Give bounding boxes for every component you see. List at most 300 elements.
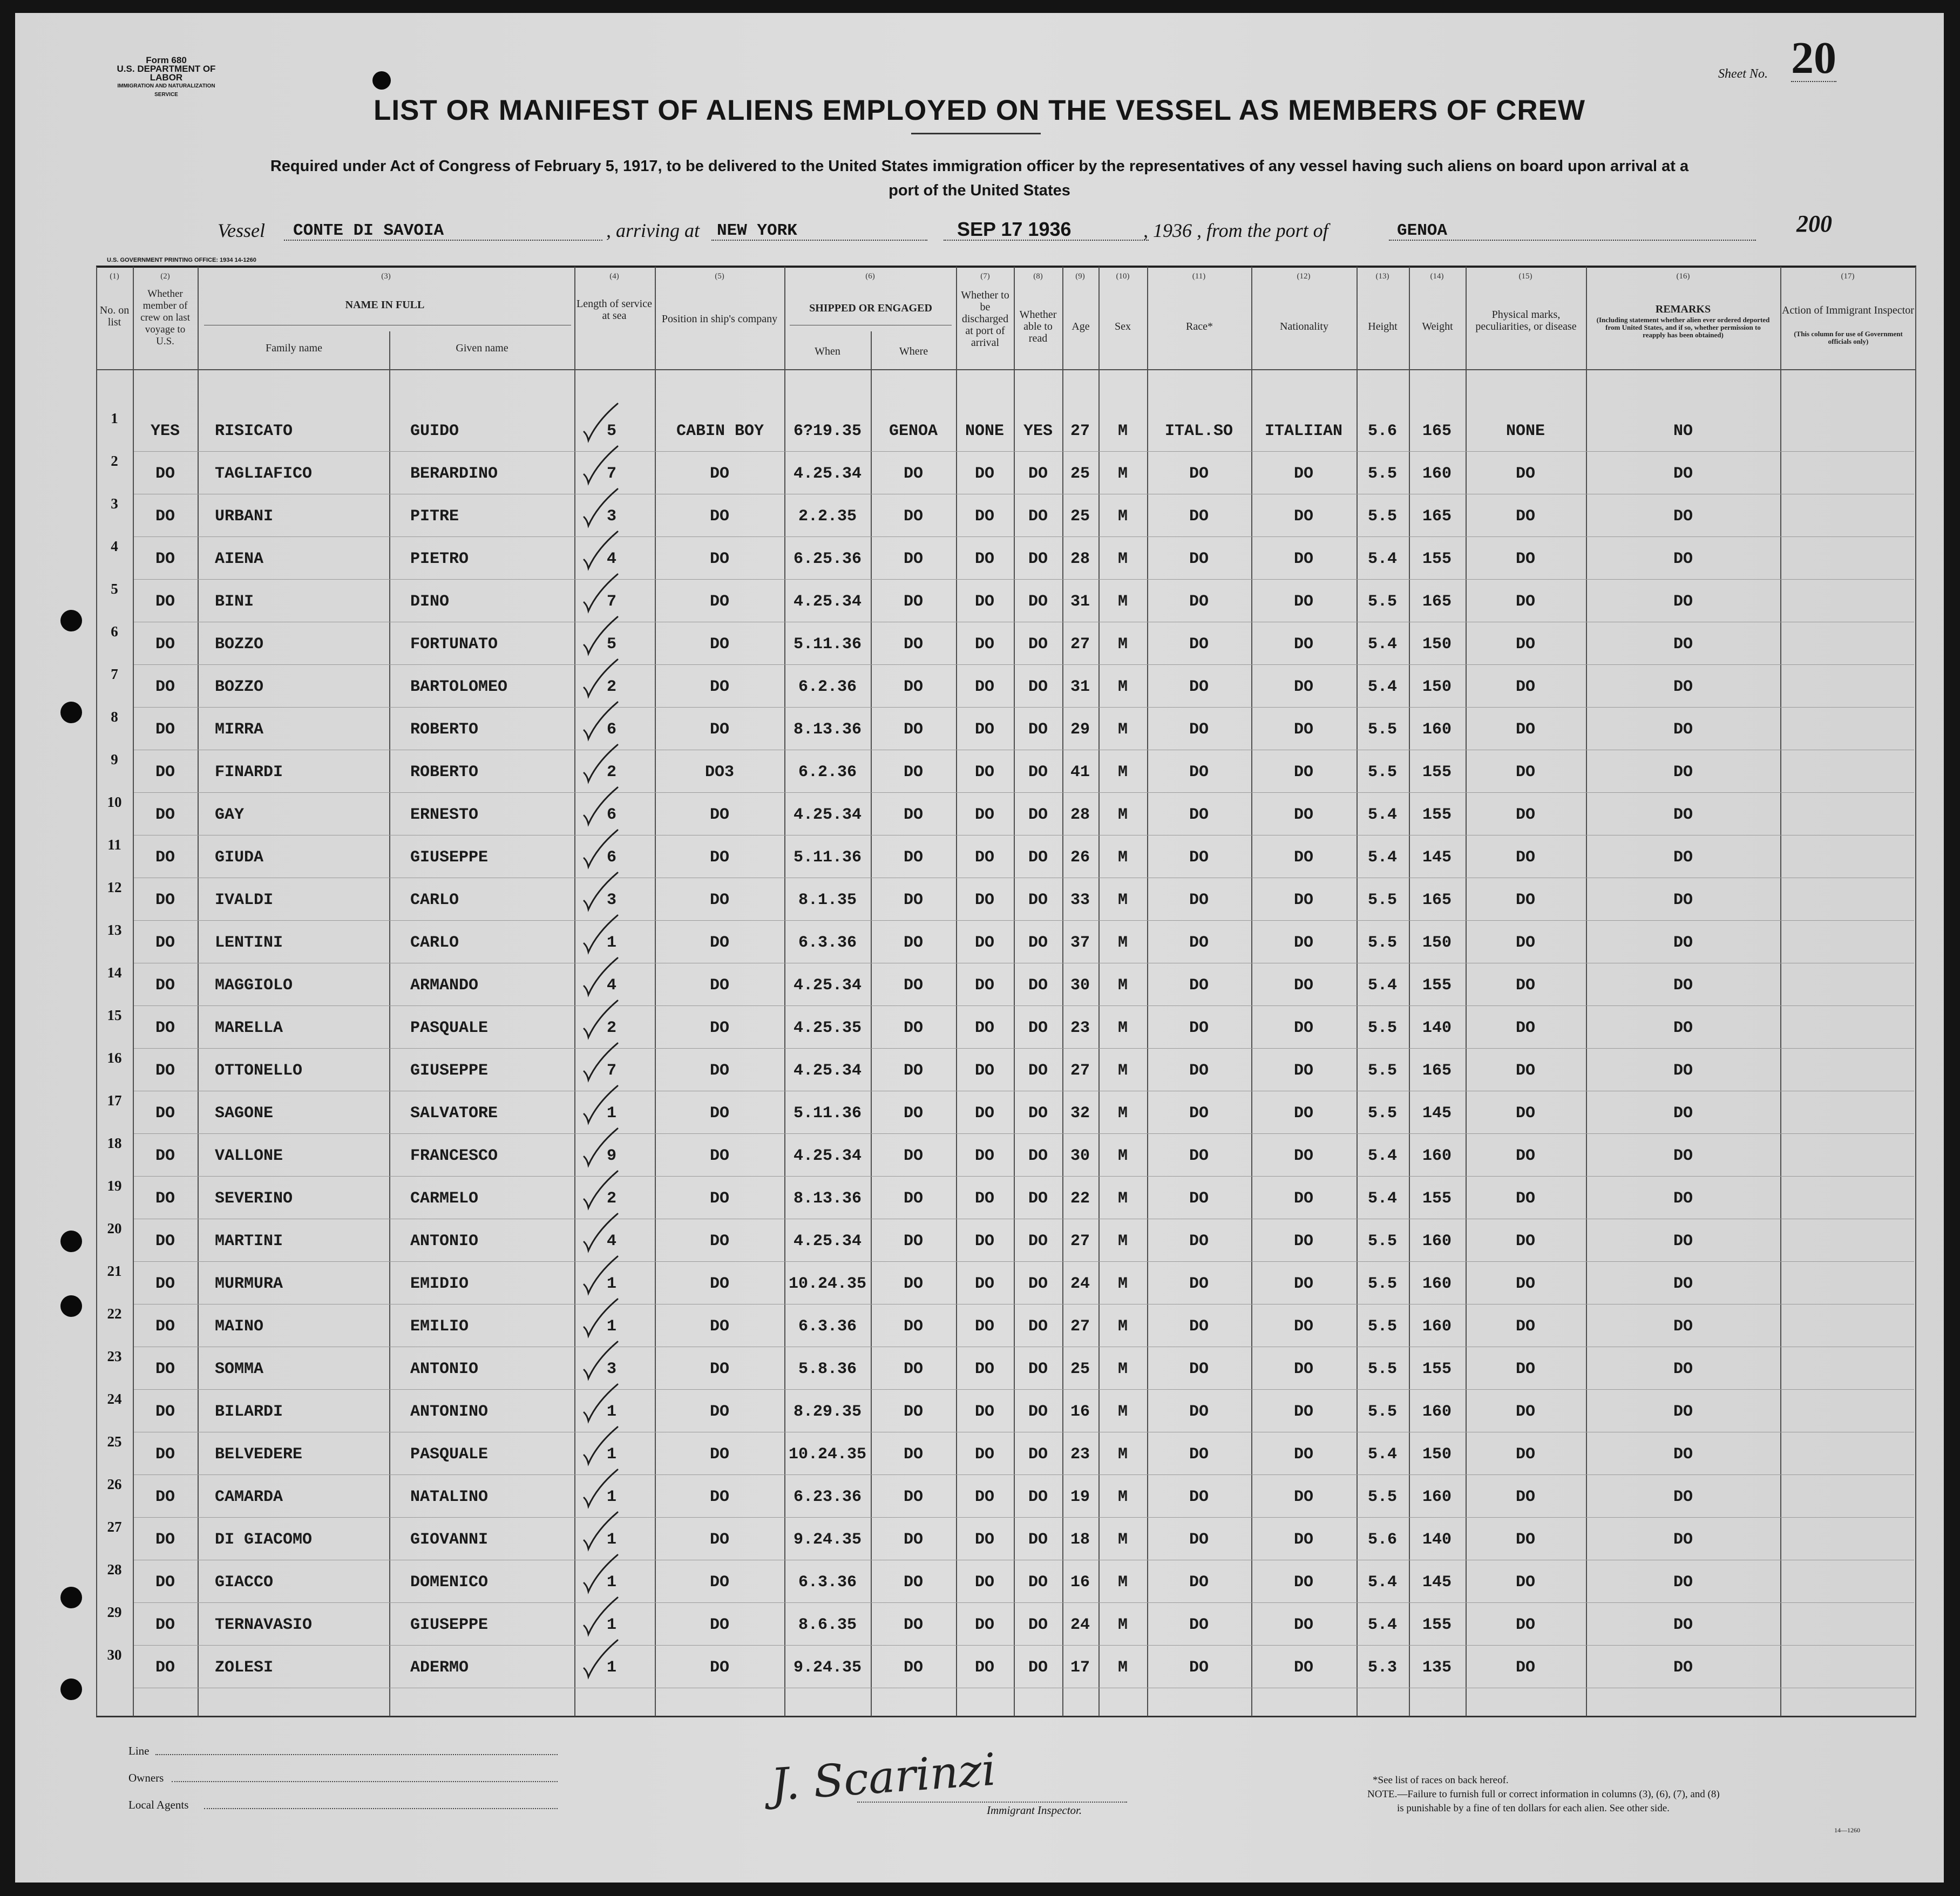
cell-able-to-read: DO: [1028, 1317, 1048, 1336]
cell-physical-marks: DO: [1515, 550, 1535, 568]
cell-family-name: DI GIACOMO: [215, 1531, 313, 1549]
cell-crew-last-voyage: DO: [155, 1531, 175, 1549]
cell-weight: 155: [1422, 1616, 1452, 1634]
cell-shipped-where: DO: [903, 848, 923, 867]
cell-shipped-where: DO: [903, 1531, 923, 1549]
cell-list-number: 23: [107, 1348, 122, 1364]
binder-hole: [60, 702, 82, 723]
column-number: (11): [1192, 272, 1206, 281]
cell-given-name: ADERMO: [410, 1659, 469, 1677]
sheet-label: Sheet No.: [1718, 67, 1768, 81]
cell-height: 5.5: [1367, 1403, 1397, 1421]
cell-weight: 160: [1422, 1488, 1452, 1506]
cell-family-name: ZOLESI: [215, 1659, 274, 1677]
cell-shipped-where: DO: [903, 1190, 923, 1208]
check-mark-icon: [575, 1082, 624, 1130]
cell-height: 5.4: [1367, 678, 1397, 696]
cell-crew-last-voyage: DO: [155, 1573, 175, 1592]
cell-remarks: DO: [1673, 1659, 1693, 1677]
cell-remarks: DO: [1673, 721, 1693, 739]
cell-list-number: 25: [107, 1433, 122, 1450]
cell-age: 29: [1070, 721, 1090, 739]
cell-service-years: 7: [606, 593, 616, 611]
cell-given-name: EMILIO: [410, 1317, 469, 1336]
cell-list-number: 7: [111, 666, 118, 682]
cell-weight: 155: [1422, 1190, 1452, 1208]
cell-able-to-read: DO: [1028, 721, 1048, 739]
cell-nationality: DO: [1293, 678, 1313, 696]
cell-remarks: DO: [1673, 1317, 1693, 1336]
cell-list-number: 10: [107, 794, 122, 810]
header-bottom-rule: [96, 369, 1916, 370]
cell-shipped-where: DO: [903, 1659, 923, 1677]
cell-family-name: BOZZO: [215, 635, 264, 654]
cell-sex: M: [1117, 1317, 1128, 1336]
cell-age: 26: [1070, 848, 1090, 867]
arriving-label: , arriving at: [606, 220, 700, 241]
cell-race: DO: [1189, 934, 1209, 952]
cell-service-years: 4: [606, 976, 616, 995]
cell-crew-last-voyage: DO: [155, 934, 175, 952]
cell-remarks: DO: [1673, 1488, 1693, 1506]
cell-sex: M: [1117, 891, 1128, 909]
cell-age: 22: [1070, 1190, 1090, 1208]
cell-crew-last-voyage: DO: [155, 593, 175, 611]
cell-race: DO: [1189, 1317, 1209, 1336]
cell-position: DO: [709, 1232, 729, 1251]
signature-line: [857, 1802, 1127, 1803]
cell-crew-last-voyage: DO: [155, 1275, 175, 1293]
cell-weight: 145: [1422, 848, 1452, 867]
cell-able-to-read: DO: [1028, 763, 1048, 781]
cell-race: DO: [1189, 1232, 1209, 1251]
cell-height: 5.5: [1367, 1232, 1397, 1251]
cell-family-name: SAGONE: [215, 1104, 274, 1123]
cell-discharged: DO: [974, 934, 994, 952]
column-number: (17): [1841, 272, 1855, 281]
cell-position: DO: [709, 1488, 729, 1506]
cell-weight: 160: [1422, 721, 1452, 739]
cell-list-number: 6: [111, 623, 118, 640]
cell-discharged: DO: [974, 1531, 994, 1549]
cell-crew-last-voyage: DO: [155, 635, 175, 654]
cell-height: 5.5: [1367, 465, 1397, 483]
cell-height: 5.5: [1367, 934, 1397, 952]
cell-service-years: 1: [606, 1275, 616, 1293]
cell-family-name: BELVEDERE: [215, 1445, 303, 1464]
col-header-inspector-note: (This column for use of Government officials only): [1794, 330, 1903, 345]
penalty-note-2: is punishable by a fine of ten dollars for each alien. See other side.: [1397, 1803, 1670, 1814]
cell-remarks: DO: [1673, 593, 1693, 611]
cell-given-name: ANTONINO: [410, 1403, 489, 1421]
cell-shipped-where: DO: [903, 1147, 923, 1165]
cell-sex: M: [1117, 550, 1128, 568]
cell-sex: M: [1117, 1531, 1128, 1549]
cell-shipped-when: 6.3.36: [798, 934, 857, 952]
cell-shipped-where: DO: [903, 1488, 923, 1506]
cell-remarks: DO: [1673, 1360, 1693, 1378]
cell-remarks: DO: [1673, 1403, 1693, 1421]
cell-nationality: DO: [1293, 1488, 1313, 1506]
cell-remarks: DO: [1673, 550, 1693, 568]
cell-shipped-when: 4.25.34: [793, 976, 862, 995]
cell-nationality: DO: [1293, 1445, 1313, 1464]
cell-crew-last-voyage: DO: [155, 465, 175, 483]
cell-discharged: DO: [974, 635, 994, 654]
cell-given-name: DINO: [410, 593, 450, 611]
cell-remarks: DO: [1673, 806, 1693, 824]
cell-list-number: 5: [111, 581, 118, 597]
col-header-when: When: [815, 345, 840, 357]
cell-shipped-where: DO: [903, 1019, 923, 1037]
col-header-remarks: REMARKS: [1655, 303, 1711, 315]
col-header-position: Position in ship's company: [661, 313, 778, 325]
cell-remarks: DO: [1673, 507, 1693, 526]
cell-sex: M: [1117, 507, 1128, 526]
cell-sex: M: [1117, 1659, 1128, 1677]
cell-crew-last-voyage: DO: [155, 806, 175, 824]
cell-shipped-where: DO: [903, 1616, 923, 1634]
cell-list-number: 11: [107, 837, 121, 853]
col-header-sex: Sex: [1115, 321, 1131, 332]
cell-age: 27: [1070, 1317, 1090, 1336]
check-mark-icon: [575, 1124, 624, 1173]
cell-weight: 150: [1422, 635, 1452, 654]
row-rule: [134, 707, 1914, 708]
cell-weight: 165: [1422, 891, 1452, 909]
cell-height: 5.5: [1367, 1275, 1397, 1293]
vessel-label: Vessel: [218, 220, 265, 241]
cell-list-number: 19: [107, 1178, 122, 1194]
cell-family-name: IVALDI: [215, 891, 274, 909]
cell-given-name: GIUSEPPE: [410, 848, 489, 867]
cell-race: DO: [1189, 1616, 1209, 1634]
row-rule: [134, 1133, 1914, 1134]
cell-position: DO: [709, 1190, 729, 1208]
row-rule: [134, 1048, 1914, 1049]
cell-weight: 155: [1422, 763, 1452, 781]
cell-family-name: GIUDA: [215, 848, 264, 867]
col-header-race: Race*: [1186, 321, 1213, 332]
cell-remarks: DO: [1673, 1531, 1693, 1549]
cell-discharged: DO: [974, 891, 994, 909]
binder-hole: [60, 1678, 82, 1700]
cell-weight: 150: [1422, 934, 1452, 952]
cell-height: 5.4: [1367, 1190, 1397, 1208]
cell-age: 37: [1070, 934, 1090, 952]
cell-able-to-read: DO: [1028, 1616, 1048, 1634]
cell-nationality: DO: [1293, 1573, 1313, 1592]
cell-family-name: BOZZO: [215, 678, 264, 696]
title-rule: [911, 133, 1041, 134]
cell-nationality: DO: [1293, 763, 1313, 781]
cell-remarks: DO: [1673, 465, 1693, 483]
cell-family-name: URBANI: [215, 507, 274, 526]
check-mark-icon: [575, 1039, 624, 1088]
cell-list-number: 21: [107, 1263, 122, 1279]
cell-race: DO: [1189, 1488, 1209, 1506]
cell-remarks: DO: [1673, 678, 1693, 696]
cell-shipped-when: 8.13.36: [793, 1190, 862, 1208]
cell-shipped-when: 4.25.34: [793, 806, 862, 824]
cell-list-number: 27: [107, 1519, 122, 1535]
cell-sex: M: [1117, 1275, 1128, 1293]
cell-position: DO: [709, 507, 729, 526]
check-mark-icon: [575, 740, 624, 789]
cell-position: DO3: [704, 763, 734, 781]
cell-family-name: MARTINI: [215, 1232, 283, 1251]
column-number: (10): [1116, 272, 1130, 281]
cell-given-name: ANTONIO: [410, 1360, 479, 1378]
cell-shipped-when: 8.1.35: [798, 891, 857, 909]
cell-race: DO: [1189, 848, 1209, 867]
cell-able-to-read: DO: [1028, 1573, 1048, 1592]
cell-race: DO: [1189, 635, 1209, 654]
col-header-nationality: Nationality: [1280, 321, 1328, 332]
cell-shipped-when: 8.6.35: [798, 1616, 857, 1634]
cell-nationality: DO: [1293, 1403, 1313, 1421]
cell-service-years: 5: [606, 422, 616, 440]
cell-sex: M: [1117, 848, 1128, 867]
cell-shipped-when: 4.25.34: [793, 1147, 862, 1165]
cell-shipped-where: DO: [903, 593, 923, 611]
cell-position: DO: [709, 1317, 729, 1336]
cell-service-years: 1: [606, 1659, 616, 1677]
cell-crew-last-voyage: DO: [155, 1659, 175, 1677]
cell-nationality: DO: [1293, 1232, 1313, 1251]
cell-physical-marks: DO: [1515, 1062, 1535, 1080]
cell-list-number: 1: [111, 410, 118, 426]
check-mark-icon: [575, 442, 624, 491]
cell-crew-last-voyage: DO: [155, 1317, 175, 1336]
cell-nationality: DO: [1293, 1659, 1313, 1677]
cell-family-name: CAMARDA: [215, 1488, 283, 1506]
cell-weight: 160: [1422, 1275, 1452, 1293]
col-header-where: Where: [899, 345, 928, 357]
cell-discharged: DO: [974, 721, 994, 739]
cell-height: 5.6: [1367, 422, 1397, 440]
cell-race: DO: [1189, 1275, 1209, 1293]
cell-shipped-where: DO: [903, 763, 923, 781]
cell-height: 5.5: [1367, 1488, 1397, 1506]
cell-position: DO: [709, 891, 729, 909]
cell-race: DO: [1189, 1104, 1209, 1123]
cell-able-to-read: DO: [1028, 507, 1048, 526]
cell-race: DO: [1189, 1403, 1209, 1421]
row-rule: [134, 792, 1914, 793]
cell-age: 27: [1070, 422, 1090, 440]
cell-sex: M: [1117, 806, 1128, 824]
department-name: U.S. DEPARTMENT OF LABOR: [117, 64, 216, 83]
cell-shipped-where: DO: [903, 891, 923, 909]
cell-given-name: GIUSEPPE: [410, 1062, 489, 1080]
cell-physical-marks: DO: [1515, 1317, 1535, 1336]
cell-weight: 145: [1422, 1573, 1452, 1592]
cell-discharged: DO: [974, 678, 994, 696]
cell-crew-last-voyage: DO: [155, 1232, 175, 1251]
cell-height: 5.5: [1367, 1104, 1397, 1123]
cell-nationality: DO: [1293, 1147, 1313, 1165]
cell-age: 16: [1070, 1573, 1090, 1592]
col-header-shipped: SHIPPED OR ENGAGED: [809, 302, 932, 314]
cell-family-name: GAY: [215, 806, 245, 824]
cell-service-years: 1: [606, 1488, 616, 1506]
cell-service-years: 1: [606, 934, 616, 952]
cell-family-name: MARELLA: [215, 1019, 283, 1037]
local-agents-label: Local Agents: [128, 1798, 189, 1811]
col-header-read: Whether able to read: [1019, 309, 1057, 344]
cell-able-to-read: DO: [1028, 1659, 1048, 1677]
cell-given-name: SALVATORE: [410, 1104, 498, 1123]
cell-discharged: DO: [974, 1360, 994, 1378]
cell-height: 5.3: [1367, 1659, 1397, 1677]
cell-shipped-where: DO: [903, 507, 923, 526]
cell-shipped-when: 4.25.34: [793, 1062, 862, 1080]
cell-crew-last-voyage: DO: [155, 721, 175, 739]
cell-able-to-read: DO: [1028, 891, 1048, 909]
cell-sex: M: [1117, 934, 1128, 952]
col-header-height: Height: [1368, 321, 1398, 332]
cell-remarks: NO: [1673, 422, 1693, 440]
cell-position: DO: [709, 1147, 729, 1165]
row-rule: [134, 1261, 1914, 1262]
cell-remarks: DO: [1673, 1062, 1693, 1080]
cell-physical-marks: DO: [1515, 1275, 1535, 1293]
cell-service-years: 2: [606, 763, 616, 781]
cell-service-years: 3: [606, 507, 616, 526]
cell-age: 28: [1070, 550, 1090, 568]
cell-service-years: 2: [606, 1019, 616, 1037]
cell-height: 5.5: [1367, 507, 1397, 526]
cell-nationality: DO: [1293, 1531, 1313, 1549]
cell-position: DO: [709, 1104, 729, 1123]
cell-sex: M: [1117, 1573, 1128, 1592]
cell-height: 5.4: [1367, 550, 1397, 568]
cell-sex: M: [1117, 1232, 1128, 1251]
cell-race: DO: [1189, 1445, 1209, 1464]
cell-race: DO: [1189, 1659, 1209, 1677]
cell-able-to-read: DO: [1028, 934, 1048, 952]
check-mark-icon: [575, 1167, 624, 1215]
cell-shipped-where: DO: [903, 1062, 923, 1080]
check-mark-icon: [575, 1551, 624, 1599]
cell-list-number: 29: [107, 1604, 122, 1620]
cell-age: 33: [1070, 891, 1090, 909]
cell-nationality: DO: [1293, 848, 1313, 867]
cell-shipped-where: DO: [903, 1275, 923, 1293]
cell-remarks: DO: [1673, 1275, 1693, 1293]
cell-physical-marks: DO: [1515, 1616, 1535, 1634]
cell-race: DO: [1189, 976, 1209, 995]
cell-given-name: ARMANDO: [410, 976, 479, 995]
cell-able-to-read: DO: [1028, 1104, 1048, 1123]
cell-family-name: LENTINI: [215, 934, 283, 952]
cell-discharged: DO: [974, 1104, 994, 1123]
cell-age: 30: [1070, 1147, 1090, 1165]
cell-shipped-where: DO: [903, 550, 923, 568]
cell-nationality: DO: [1293, 1616, 1313, 1634]
check-mark-icon: [575, 783, 624, 832]
cell-shipped-when: 10.24.35: [788, 1445, 867, 1464]
departure-port: GENOA: [1397, 221, 1448, 240]
row-rule: [134, 1005, 1914, 1006]
col-header-inspector: Action of Immigrant Inspector: [1782, 304, 1914, 316]
cell-given-name: ROBERTO: [410, 763, 479, 781]
cell-service-years: 1: [606, 1317, 616, 1336]
col-header-service: Length of service at sea: [577, 298, 652, 322]
local-agents-field: [204, 1808, 558, 1809]
cell-position: DO: [709, 678, 729, 696]
cell-crew-last-voyage: DO: [155, 1062, 175, 1080]
check-mark-icon: [575, 613, 624, 661]
check-mark-icon: [575, 399, 624, 448]
cell-physical-marks: DO: [1515, 1531, 1535, 1549]
cell-able-to-read: DO: [1028, 678, 1048, 696]
cell-crew-last-voyage: YES: [150, 422, 180, 440]
cell-list-number: 30: [107, 1647, 122, 1663]
cell-crew-last-voyage: DO: [155, 763, 175, 781]
owners-field: [172, 1781, 558, 1782]
cell-weight: 140: [1422, 1531, 1452, 1549]
cell-age: 24: [1070, 1275, 1090, 1293]
cell-age: 23: [1070, 1445, 1090, 1464]
cell-shipped-where: DO: [903, 976, 923, 995]
cell-shipped-where: DO: [903, 465, 923, 483]
cell-discharged: DO: [974, 1659, 994, 1677]
cell-nationality: DO: [1293, 934, 1313, 952]
cell-sex: M: [1117, 1445, 1128, 1464]
cell-family-name: TERNAVASIO: [215, 1616, 313, 1634]
cell-family-name: MIRRA: [215, 721, 264, 739]
cell-height: 5.4: [1367, 635, 1397, 654]
cell-shipped-when: 10.24.35: [788, 1275, 867, 1293]
cell-physical-marks: DO: [1515, 1659, 1535, 1677]
cell-nationality: DO: [1293, 1062, 1313, 1080]
cell-given-name: PIETRO: [410, 550, 469, 568]
cell-race: DO: [1189, 507, 1209, 526]
cell-able-to-read: DO: [1028, 848, 1048, 867]
cell-physical-marks: DO: [1515, 1147, 1535, 1165]
table-top-rule: [96, 266, 1916, 268]
cell-shipped-when: 6.25.36: [793, 550, 862, 568]
cell-physical-marks: DO: [1515, 721, 1535, 739]
cell-nationality: DO: [1293, 550, 1313, 568]
cell-position: DO: [709, 1531, 729, 1549]
cell-sex: M: [1117, 1104, 1128, 1123]
cell-able-to-read: DO: [1028, 1403, 1048, 1421]
row-rule: [134, 579, 1914, 580]
cell-crew-last-voyage: DO: [155, 891, 175, 909]
sheet-number: 20: [1791, 33, 1836, 83]
column-number: (6): [865, 272, 875, 281]
column-number: (5): [715, 272, 724, 281]
cell-shipped-when: 9.24.35: [793, 1659, 862, 1677]
cell-physical-marks: DO: [1515, 891, 1535, 909]
cell-nationality: DO: [1293, 1360, 1313, 1378]
cell-shipped-when: 6.3.36: [798, 1317, 857, 1336]
cell-shipped-where: DO: [903, 1403, 923, 1421]
cell-list-number: 22: [107, 1306, 122, 1322]
cell-shipped-where: DO: [903, 1573, 923, 1592]
cell-service-years: 5: [606, 635, 616, 654]
cell-list-number: 12: [107, 879, 122, 895]
cell-shipped-when: 6?19.35: [793, 422, 862, 440]
cell-sex: M: [1117, 1360, 1128, 1378]
cell-crew-last-voyage: DO: [155, 507, 175, 526]
cell-shipped-when: 8.29.35: [793, 1403, 862, 1421]
cell-list-number: 8: [111, 709, 118, 725]
cell-given-name: PITRE: [410, 507, 459, 526]
